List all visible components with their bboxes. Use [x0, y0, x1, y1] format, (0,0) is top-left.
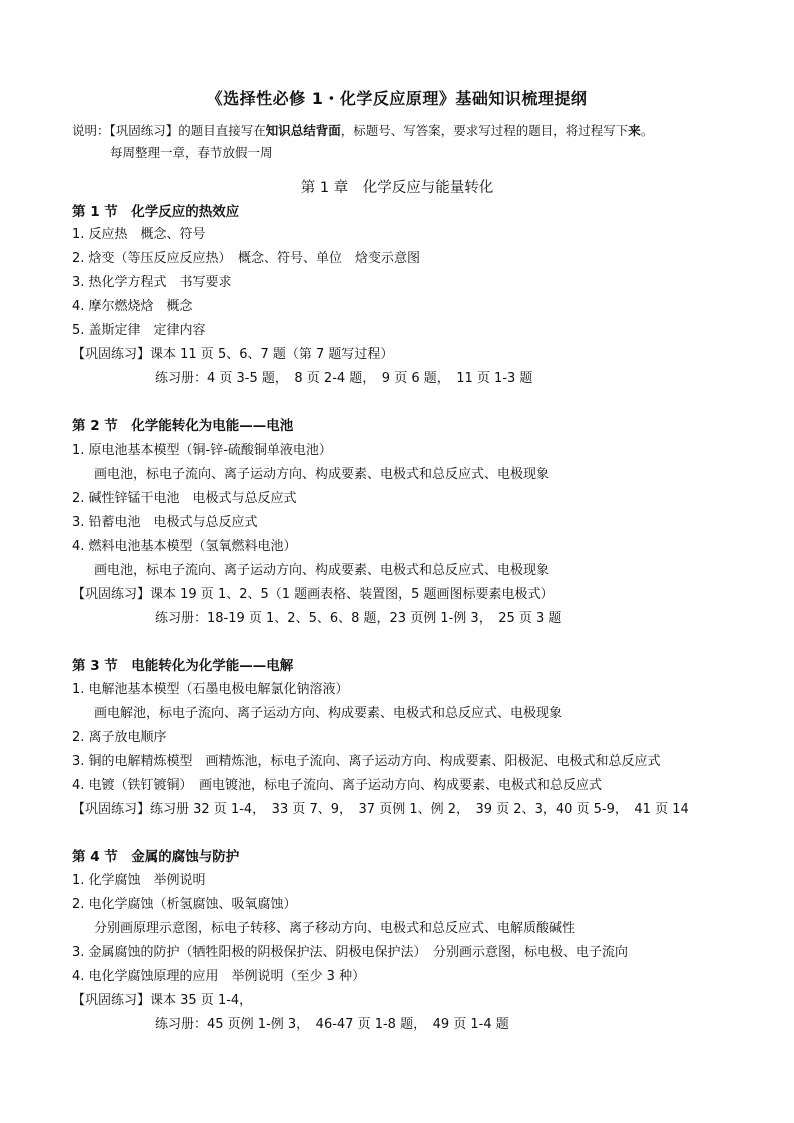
section-4-line: 2. 电化学腐蚀（析氢腐蚀、吸氧腐蚀）	[72, 897, 297, 912]
section-3-exercise: 【巩固练习】练习册 32 页 1-4， 33 页 7、9， 37 页例 1、例 2， 39 页 2、3，40 页 5-9， 41 页 14	[72, 802, 689, 817]
note-middle: ，标题号、写答案，要求写过程的题目，将过程写下	[340, 123, 629, 138]
section-1-line: 4. 摩尔燃烧焓 概念	[72, 299, 193, 314]
section-1-exercise: 【巩固练习】课本 11 页 5、6、7 题（第 7 题写过程）	[72, 347, 394, 362]
instruction-note-line-2: 每周整理一章，春节放假一周	[110, 145, 273, 160]
note-bold-2: 来	[628, 123, 641, 138]
section-4-exercise: 【巩固练习】课本 35 页 1-4，	[72, 993, 253, 1008]
section-4-line: 3. 金属腐蚀的防护（牺牲阳极的阴极保护法、阴极电保护法） 分别画示意图，标电极、电子流向	[72, 945, 629, 960]
document-title: 《选择性必修 1・化学反应原理》基础知识梳理提纲	[206, 89, 588, 108]
section-3-line: 3. 铜的电解精炼模型 画精炼池，标电子流向、离子运动方向、构成要素、阳极泥、电极式和总反应式	[72, 754, 661, 769]
chapter-title: 第 1 章 化学反应与能量转化	[300, 180, 494, 196]
instruction-note	[72, 121, 653, 139]
section-3-line: 4. 电镀（铁钉镀铜） 画电镀池，标电子流向、离子运动方向、构成要素、电极式和总反应式	[72, 778, 603, 793]
section-2-exercise: 【巩固练习】课本 19 页 1、2、5（1 题画表格、装置图，5 题画图标要素电极式）	[72, 587, 554, 602]
section-heading-3: 第 3 节 电能转化为化学能——电解	[72, 658, 294, 674]
section-2-line: 画电池，标电子流向、离子运动方向、构成要素、电极式和总反应式、电极现象	[94, 563, 550, 578]
section-4-line: 分别画原理示意图，标电子转移、离子移动方向、电极式和总反应式、电解质酸碱性	[94, 921, 576, 936]
note-suffix: 。	[640, 123, 654, 138]
section-1-line: 2. 焓变（等压反应反应热） 概念、符号、单位 焓变示意图	[72, 251, 421, 266]
section-2-line: 4. 燃料电池基本模型（氢氧燃料电池）	[72, 539, 297, 554]
section-4-workbook: 练习册：45 页例 1-例 3， 46-47 页 1-8 题， 49 页 1-4 题	[155, 1017, 509, 1032]
section-3-line: 1. 电解池基本模型（石墨电极电解氯化钠溶液）	[72, 682, 349, 697]
section-2-line: 2. 碱性锌锰干电池 电极式与总反应式	[72, 491, 297, 506]
section-1-line: 1. 反应热 概念、符号	[72, 227, 206, 242]
section-4-line: 4. 电化学腐蚀原理的应用 举例说明（至少 3 种）	[72, 969, 366, 984]
section-2-line: 1. 原电池基本模型（铜-锌-硫酸铜单液电池）	[72, 443, 332, 458]
section-3-line: 画电解池，标电子流向、离子运动方向、构成要素、电极式和总反应式、电极现象	[94, 706, 563, 721]
section-heading-2: 第 2 节 化学能转化为电能——电池	[72, 418, 294, 434]
note-prefix: 说明：【巩固练习】的题目直接写在	[72, 123, 266, 138]
section-2-line: 3. 铅蓄电池 电极式与总反应式	[72, 515, 258, 530]
section-2-line: 画电池，标电子流向、离子运动方向、构成要素、电极式和总反应式、电极现象	[94, 467, 550, 482]
note-bold-1: 知识总结背面	[265, 123, 341, 138]
section-2-workbook: 练习册：18-19 页 1、2、5、6、8 题，23 页例 1-例 3， 25 页 3 题	[155, 611, 562, 626]
section-1-workbook: 练习册：4 页 3-5 题， 8 页 2-4 题， 9 页 6 题， 11 页 1-3 题	[155, 371, 533, 386]
section-4-line: 1. 化学腐蚀 举例说明	[72, 873, 206, 888]
section-heading-4: 第 4 节 金属的腐蚀与防护	[72, 849, 240, 865]
section-3-line: 2. 离子放电顺序	[72, 730, 167, 745]
section-1-line: 5. 盖斯定律 定律内容	[72, 323, 206, 338]
section-heading-1: 第 1 节 化学反应的热效应	[72, 204, 240, 220]
section-1-line: 3. 热化学方程式 书写要求	[72, 275, 232, 290]
